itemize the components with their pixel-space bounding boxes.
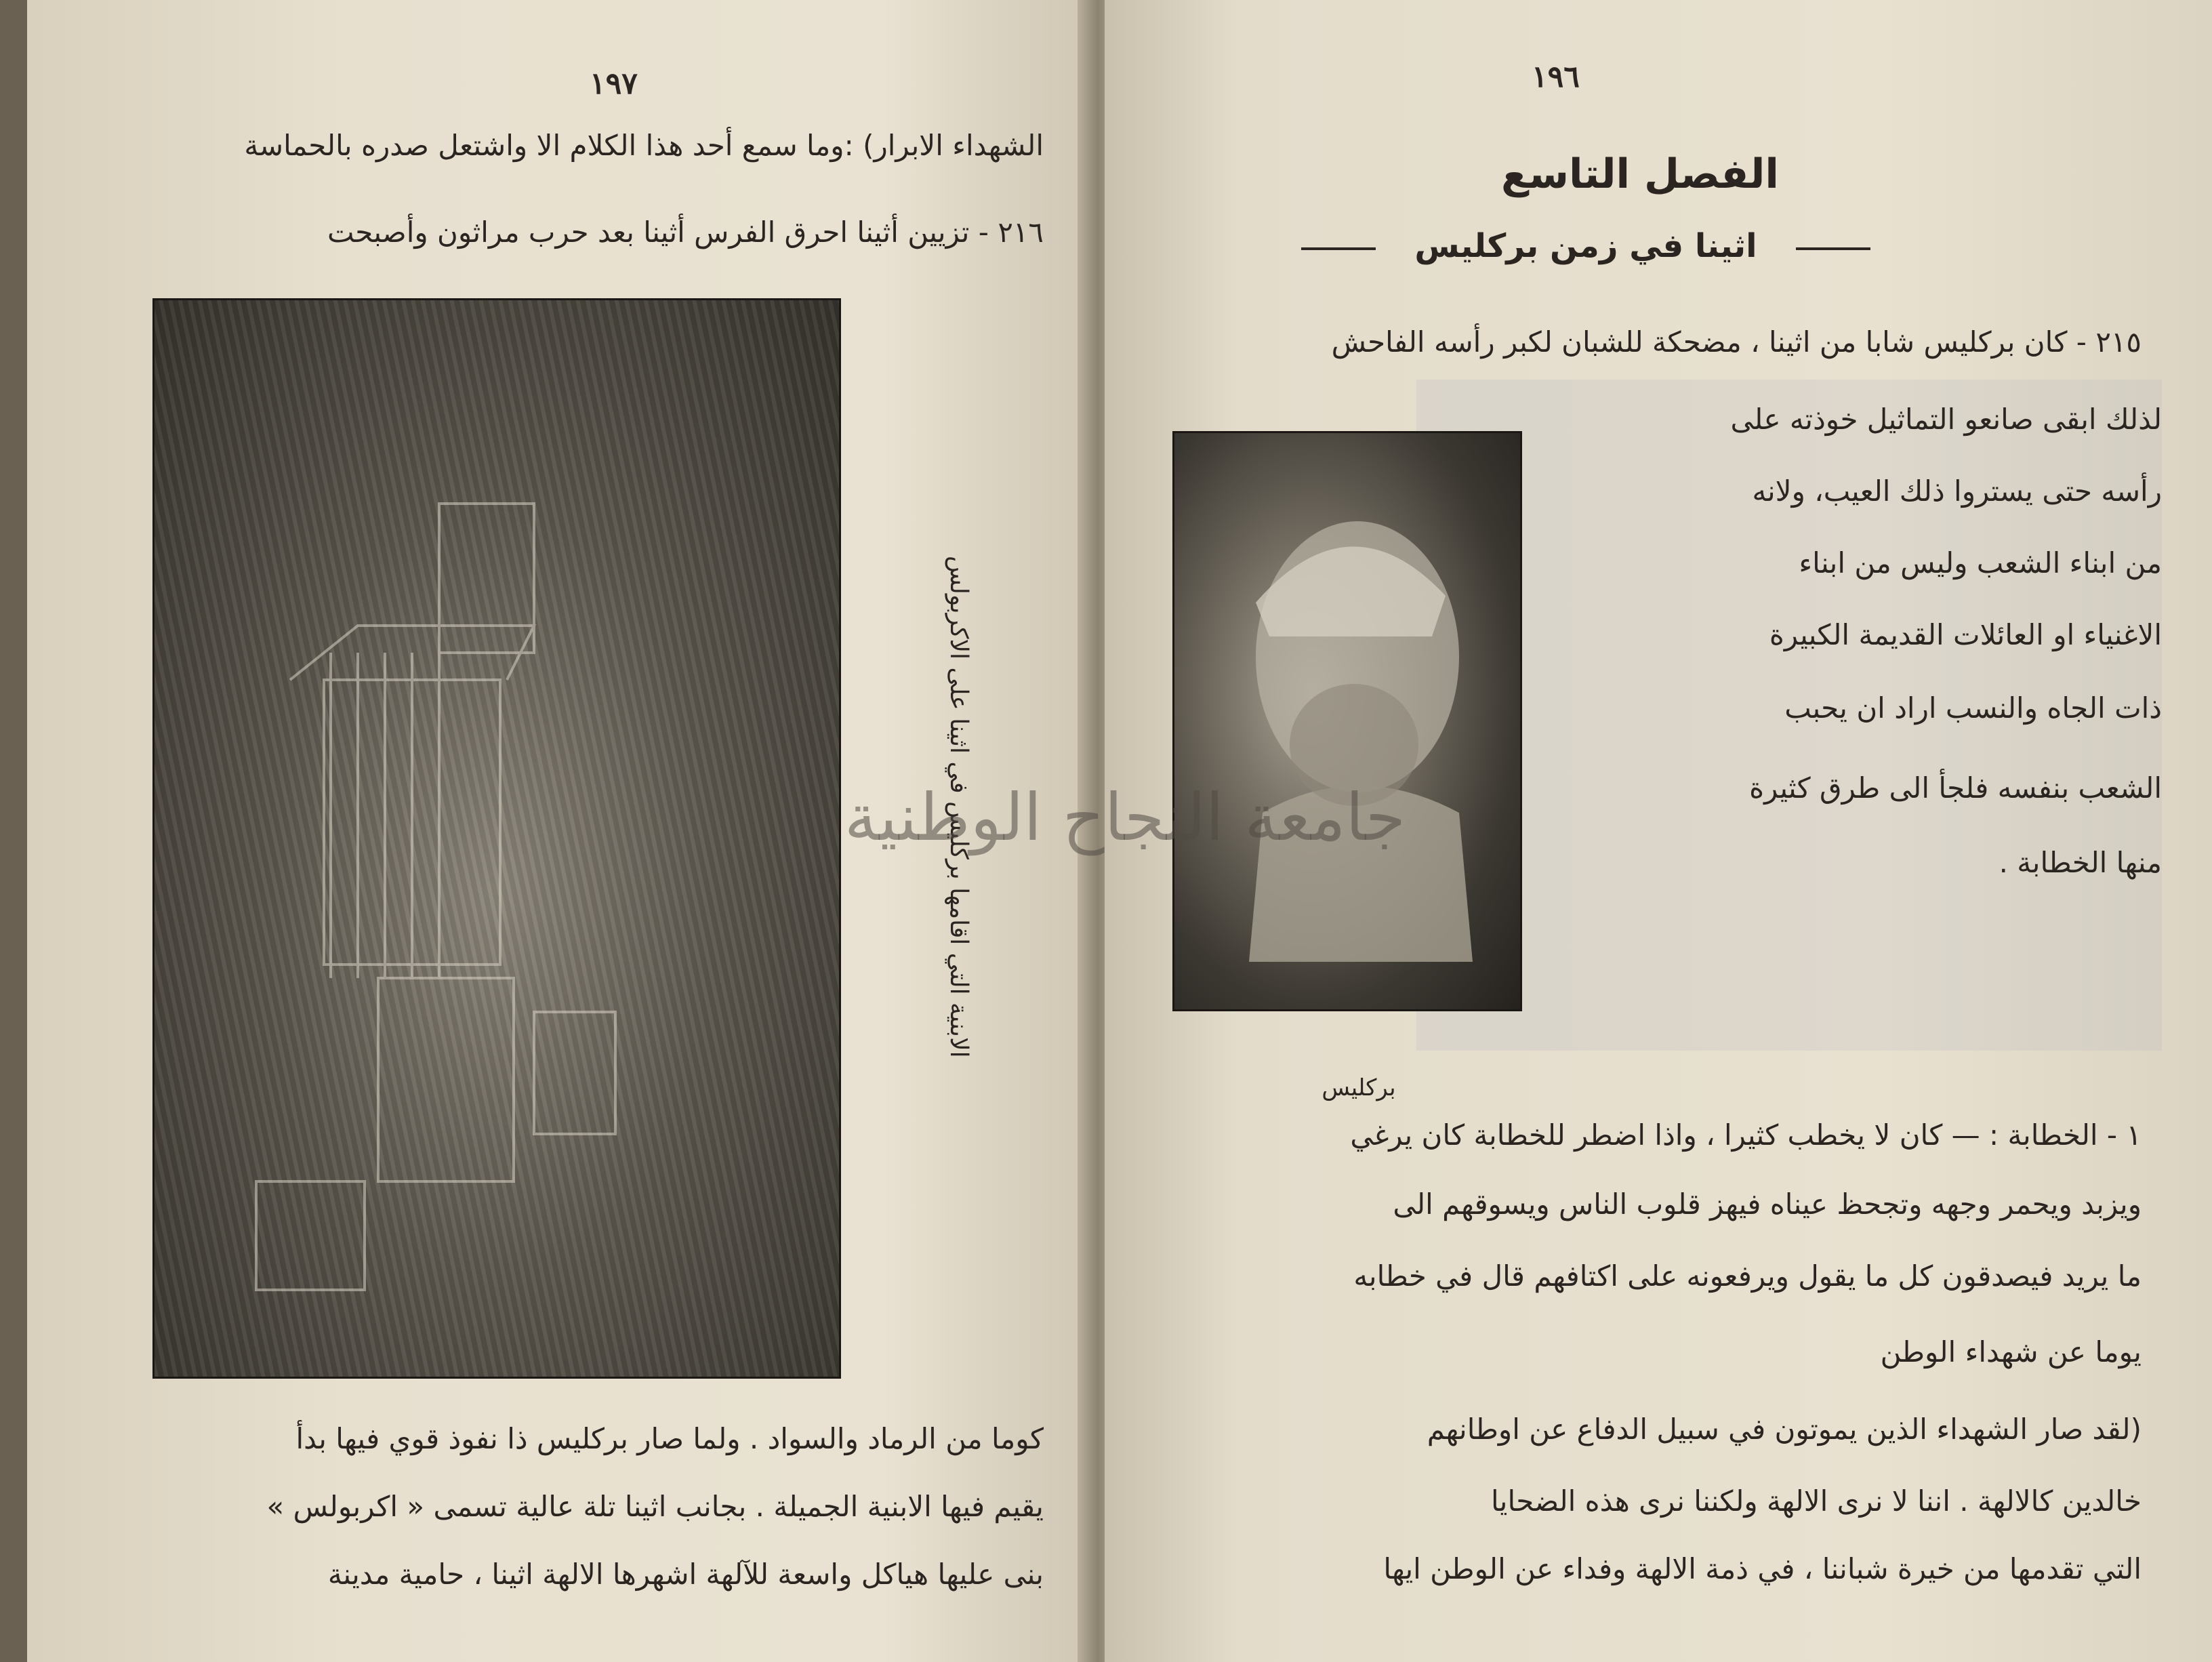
- right-wrap-line-5: ذات الجاه والنسب اراد ان يحبب: [1784, 691, 2162, 725]
- left-text-line-2: ٢١٦ - تزيين أثينا احرق الفرس أثينا بعد حرب مراثون وأصبحت: [327, 216, 1044, 249]
- right-text-line-5: يوما عن شهداء الوطن: [1880, 1335, 2142, 1369]
- right-wrap-line-3: من ابناء الشعب وليس من ابناء: [1799, 546, 2162, 580]
- right-text-line-7: خالدين كالالهة . اننا لا نرى الالهة ولكننا نرى هذه الضحايا: [1491, 1484, 2142, 1518]
- right-wrap-line-2: رأسه حتى يستروا ذلك العيب، ولانه: [1752, 474, 2162, 508]
- left-text-line-4: يقيم فيها الابنية الجميلة . بجانب اثينا تلة عالية تسمى « اكربولس »: [266, 1490, 1044, 1523]
- right-ornament-icon: [1796, 247, 1870, 250]
- bust-caption: بركليس: [1322, 1074, 1396, 1101]
- left-page-number: ١٩٧: [590, 66, 638, 101]
- right-text-line-1: ٢١٥ - كان بركليس شابا من اثينا ، مضحكة للشبان لكبر رأسه الفاحش: [1331, 325, 2142, 359]
- left-text-line-5: بنى عليها هياكل واسعة للآلهة اشهرها الالهة اثينا ، حامية مدينة: [327, 1558, 1044, 1591]
- right-wrap-line-4: الاغنياء او العائلات القديمة الكبيرة: [1769, 618, 2162, 651]
- section-title: اثينا في زمن بركليس: [1414, 227, 1757, 265]
- right-wrap-line-6: الشعب بنفسه فلجأ الى طرق كثيرة: [1749, 771, 2162, 805]
- pericles-bust-photo: [1172, 431, 1522, 1011]
- right-text-line-2: ١ - الخطابة : — كان لا يخطب كثيرا ، واذا اضطر للخطابة كان يرغي: [1350, 1118, 2142, 1152]
- left-text-line-3: كوما من الرماد والسواد . ولما صار بركليس ذا نفوذ قوي فيها بدأ: [295, 1422, 1044, 1455]
- right-text-line-3: ويزبد ويحمر وجهه وتجحظ عيناه فيهز قلوب الناس ويسوقهم الى: [1393, 1188, 2142, 1221]
- section-heading: [1301, 227, 1870, 281]
- chapter-title: الفصل التاسع: [1501, 150, 1779, 198]
- left-ornament-icon: [1301, 247, 1376, 250]
- acropolis-caption: الابنية التي اقامها بركليس في اثينا على الاكربولس: [945, 556, 972, 1058]
- bust-illustration: [1174, 433, 1520, 1009]
- right-page-number: ١٩٦: [1532, 60, 1580, 94]
- library-watermark: جامعة النجاح الوطنية: [844, 779, 1406, 855]
- acropolis-photo: [152, 298, 841, 1379]
- right-wrap-line-1: لذلك ابقى صانعو التماثيل خوذته على: [1730, 403, 2162, 436]
- right-wrap-line-7: منها الخطابة .: [1999, 846, 2162, 879]
- left-text-line-1: الشهداء الابرار) :وما سمع أحد هذا الكلام الا واشتعل صدره بالحماسة: [244, 129, 1044, 162]
- book-edge: [0, 0, 27, 1662]
- acropolis-illustration: [155, 300, 839, 1377]
- right-text-line-4: ما يريد فيصدقون كل ما يقول ويرفعونه على اكتافهم قال في خطابه: [1353, 1259, 2142, 1293]
- right-text-line-6: (لقد صار الشهداء الذين يموتون في سبيل الدفاع عن اوطانهم: [1427, 1413, 2142, 1446]
- right-text-line-8: التي تقدمها من خيرة شباننا ، في ذمة الالهة وفداء عن الوطن ايها: [1383, 1552, 2142, 1585]
